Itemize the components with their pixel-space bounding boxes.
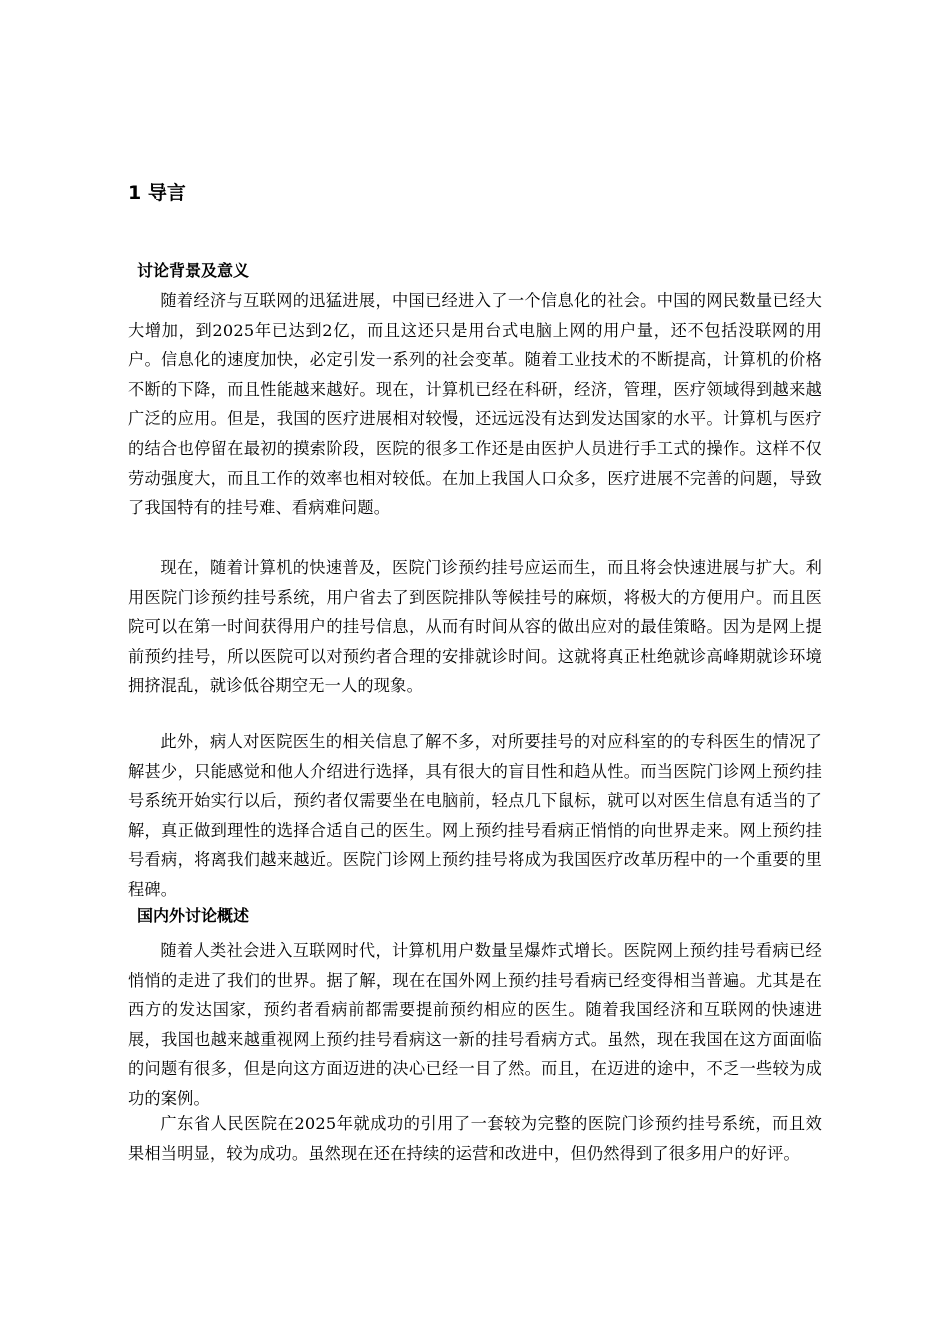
paragraph: 此外，病人对医院医生的相关信息了解不多，对所要挂号的对应科室的的专科医生的情况了解甚少，只能感觉和他人介绍进行选择，具有很大的盲目性和趋从性。而当医院门诊网上预约挂号系统开始实行以后，预约者仅需要坐在电脑前，轻点几下鼠标，就可以对医生信息有适当的了解，真正做到理性的选择合适自己的医生。网上预约挂号看病正悄悄的向世界走来。网上预约挂号看病，将离我们越来越近。医院门诊网上预约挂号将成为我国医疗改革历程中的一个重要的里程碑。 (128, 732, 822, 899)
paragraph: 随着经济与互联网的迅猛进展，中国已经进入了一个信息化的社会。中国的网民数量已经大大增加，到2025年已达到2亿，而且这还只是用台式电脑上网的用户量，还不包括没联网的用户。信息化的速度加快，必定引发一系列的社会变革。随着工业技术的不断提高，计算机的价格不断的下降，而且性能越来越好。现在，计算机已经在科研，经济，管理，医疗领域得到越来越广泛的应用。但是，我国的医疗进展相对较慢，还远远没有达到发达国家的水平。计算机与医疗的结合也停留在最初的摸索阶段，医院的很多工作还是由医护人员进行手工式的操作。这样不仅劳动强度大，而且工作的效率也相对较低。在加上我国人口众多，医疗进展不完善的问题，导致了我国特有的挂号难、看病难问题。 (128, 291, 822, 518)
chapter-title: 1 导言 (128, 182, 186, 204)
paragraph: 随着人类社会进入互联网时代，计算机用户数量呈爆炸式增长。医院网上预约挂号看病已经悄悄的走进了我们的世界。据了解，现在在国外网上预约挂号看病已经变得相当普遍。尤其是在西方的发达国家，预约者看病前都需要提前预约相应的医生。随着我国经济和互联网的快速进展，我国也越来越重视网上预约挂号看病这一新的挂号看病方式。虽然，现在我国在这方面面临的问题有很多，但是向这方面迈进的决心已经一目了然。而且，在迈进的途中，不乏一些较为成功的案例。 (128, 941, 822, 1108)
paragraph: 现在，随着计算机的快速普及，医院门诊预约挂号应运而生，而且将会快速进展与扩大。利用医院门诊预约挂号系统，用户省去了到医院排队等候挂号的麻烦，将极大的方便用户。而且医院可以在第一时间获得用户的挂号信息，从而有时间从容的做出应对的最佳策略。因为是网上提前预约挂号，所以医院可以对预约者合理的安排就诊时间。这就将真正杜绝就诊高峰期就诊环境拥挤混乱，就诊低谷期空无一人的现象。 (128, 558, 822, 696)
section-title-background: 讨论背景及意义 (137, 261, 250, 280)
section-title-overview: 国内外讨论概述 (137, 906, 250, 925)
paragraph: 广东省人民医院在2025年就成功的引用了一套较为完整的医院门诊预约挂号系统，而且效果相当明显，较为成功。虽然现在还在持续的运营和改进中，但仍然得到了很多用户的好评。 (128, 1114, 822, 1163)
